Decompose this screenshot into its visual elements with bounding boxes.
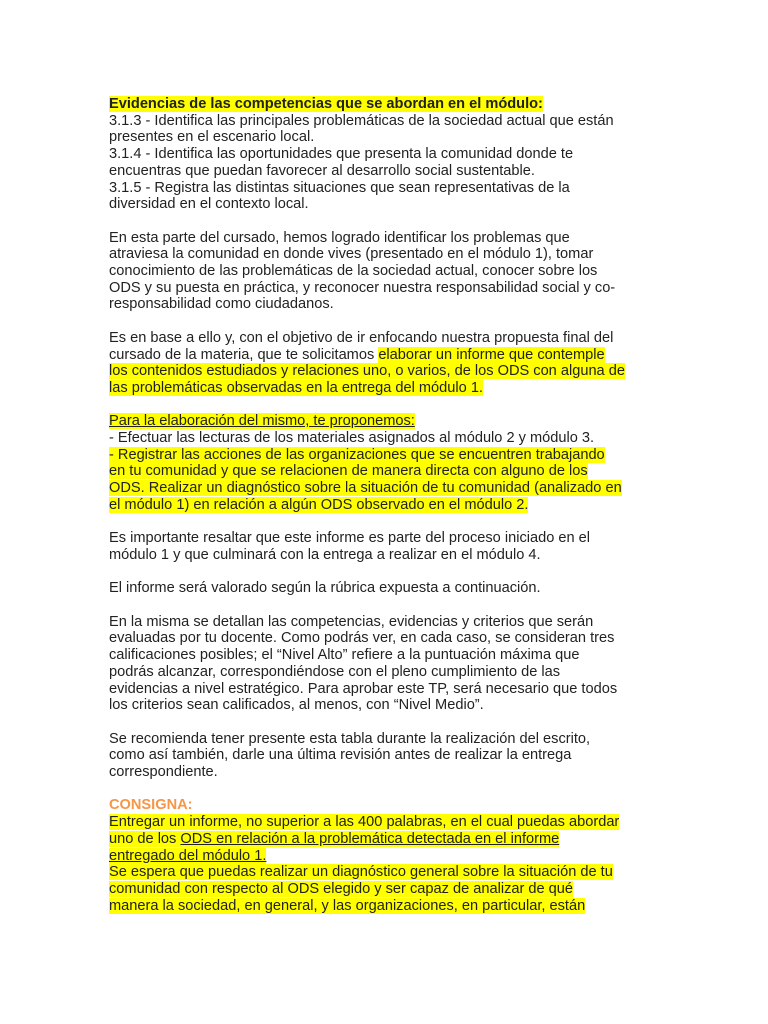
underlined-text: ODS en relación a la problemática detectada en el informe [180,830,560,847]
evidencia-item: 3.1.4 - Identifica las oportunidades que presenta la comunidad donde te [109,146,574,163]
text-line: podrás alcanzar, correspondiéndose con el pleno cumplimiento de las [109,663,561,680]
text-line: evaluadas por tu docente. Como podrás ver, en cada caso, se consideran tres [109,630,615,647]
evidencias-section [109,96,659,213]
highlighted-text: Entregar un informe, no superior a las 400 palabras, en el cual puedas abordar [109,814,620,831]
highlighted-text: Se espera que puedas realizar un diagnóstico general sobre la situación de tu [109,864,613,881]
text-fragment: uno de los [109,830,181,847]
evidencia-item: presentes en el escenario local. [109,129,315,146]
paragraph-recomendacion [109,731,659,781]
text-fragment: cursado de la materia, que te solicitamos [109,346,379,363]
consigna-heading: CONSIGNA: [109,797,193,814]
paragraph-rubrica [109,580,659,597]
text-line: conocimiento de las problemáticas de la sociedad actual, conocer sobre los [109,263,598,280]
highlighted-text: elaborar un informe que contemple [378,346,605,363]
text-line: ODS y su puesta en práctica, y reconocer nuestra responsabilidad social y co- [109,279,616,296]
text-line: responsabilidad como ciudadanos. [109,296,334,313]
text-line: los criterios sean calificados, al menos, con “Nivel Medio”. [109,697,484,714]
evidencias-heading: Evidencias de las competencias que se abordan en el módulo: [109,96,543,112]
evidencia-item: 3.1.5 - Registra las distintas situaciones que sean representativas de la [109,179,570,196]
highlighted-text: el módulo 1) en relación a algún ODS observado en el módulo 2. [109,496,529,513]
text-line: En esta parte del cursado, hemos logrado identificar los problemas que [109,229,570,246]
text-line: Es en base a ello y, con el objetivo de ir enfocando nuestra propuesta final del [109,329,614,346]
text-line: atraviesa la comunidad en donde vives (presentado en el módulo 1), tomar [109,246,594,263]
highlighted-text: ODS. Realizar un diagnóstico sobre la situación de tu comunidad (analizado en [109,480,622,497]
highlighted-text: las problemáticas observadas en la entrega del módulo 1. [109,379,483,396]
paragraph-proceso [109,530,659,563]
paragraph-criterios [109,614,659,714]
paragraph-cursado [109,230,659,314]
highlighted-text: en tu comunidad y que se relacionen de manera directa con alguno de los [109,463,588,480]
text-line: calificaciones posibles; el “Nivel Alto” refiere a la puntuación máxima que [109,647,580,664]
evidencia-item: encuentras que puedan favorecer al desarrollo social sustentable. [109,162,535,179]
elaboracion-heading: Para la elaboración del mismo, te proponemos: [109,413,415,430]
list-item: - Efectuar las lecturas de los materiales asignados al módulo 2 y módulo 3. [109,430,595,447]
evidencia-item: diversidad en el contexto local. [109,196,309,213]
highlighted-text: manera la sociedad, en general, y las organizaciones, en particular, están [109,897,586,914]
highlighted-text: los contenidos estudiados y relaciones uno, o varios, de los ODS con alguna de [109,363,625,380]
elaboracion-section [109,413,659,513]
text-line: Se recomienda tener presente esta tabla durante la realización del escrito, [109,730,591,747]
text-line: módulo 1 y que culminará con la entrega a realizar en el módulo 4. [109,546,541,563]
paragraph-solicitud [109,330,659,397]
text-line: En la misma se detallan las competencias, evidencias y criterios que serán [109,613,594,630]
highlighted-text: comunidad con respecto al ODS elegido y ser capaz de analizar de qué [109,880,574,897]
document-page [109,96,659,914]
consigna-section [109,797,659,914]
text-line: evidencias a nivel estratégico. Para aprobar este TP, será necesario que todos [109,680,618,697]
evidencia-item: 3.1.3 - Identifica las principales problemáticas de la sociedad actual que están [109,112,614,129]
underlined-text: entregado del módulo 1. [109,847,267,864]
text-line: El informe será valorado según la rúbrica expuesta a continuación. [109,580,541,597]
text-line: Es importante resaltar que este informe es parte del proceso iniciado en el [109,530,591,547]
text-line: correspondiente. [109,764,218,781]
highlighted-text: - Registrar las acciones de las organizaciones que se encuentren trabajando [109,446,605,463]
text-line: como así también, darle una última revisión antes de realizar la entrega [109,747,572,764]
